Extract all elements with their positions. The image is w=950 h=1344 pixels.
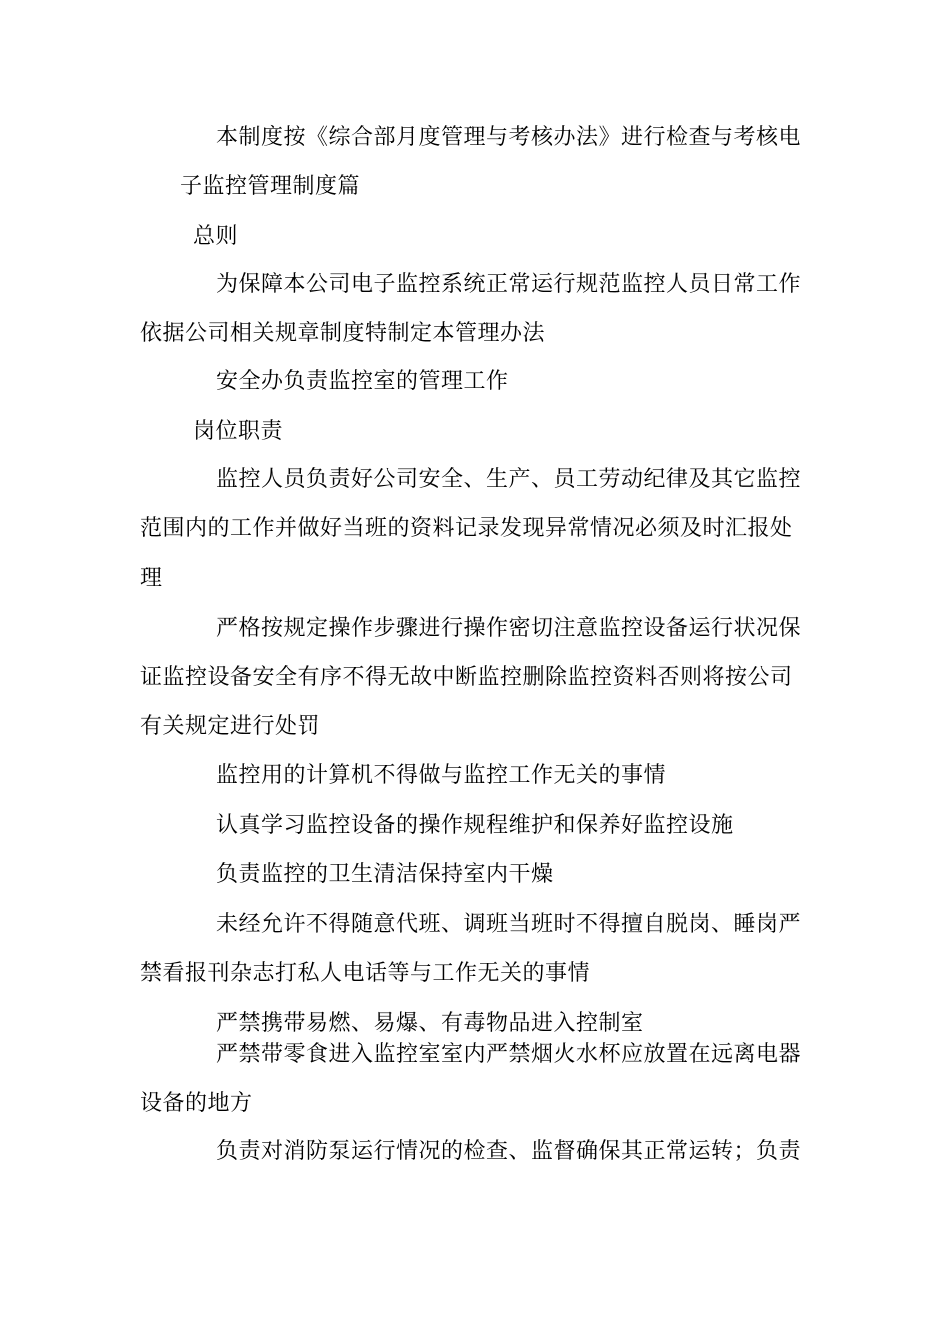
text-line: 负责对消防泵运行情况的检查、监督确保其正常运转；负责 xyxy=(216,1139,802,1164)
text-line: 负责监控的卫生清洁保持室内干燥 xyxy=(216,862,554,887)
text-line: 安全办负责监控室的管理工作 xyxy=(216,369,509,394)
section-heading: 岗位职责 xyxy=(193,419,284,444)
text-line: 理 xyxy=(140,566,163,591)
text-line: 未经允许不得随意代班、调班当班时不得擅自脱岗、睡岗严 xyxy=(216,912,802,937)
text-line: 为保障本公司电子监控系统正常运行规范监控人员日常工作 xyxy=(216,272,802,297)
text-line: 监控用的计算机不得做与监控工作无关的事情 xyxy=(216,763,667,788)
text-line: 设备的地方 xyxy=(140,1091,253,1116)
text-line: 认真学习监控设备的操作规程维护和保养好监控设施 xyxy=(216,813,734,838)
section-heading: 总则 xyxy=(193,224,239,249)
text-line: 严禁带零食进入监控室室内严禁烟火水杯应放置在远离电器 xyxy=(216,1042,802,1067)
text-line: 本制度按《综合部月度管理与考核办法》进行检查与考核电 xyxy=(216,125,802,150)
text-line: 范围内的工作并做好当班的资料记录发现异常情况必须及时汇报处 xyxy=(140,516,793,541)
text-line: 禁看报刊杂志打私人电话等与工作无关的事情 xyxy=(140,961,591,986)
text-line: 严格按规定操作步骤进行操作密切注意监控设备运行状况保 xyxy=(216,616,802,641)
text-line: 严禁携带易燃、易爆、有毒物品进入控制室 xyxy=(216,1011,644,1036)
text-line: 子监控管理制度篇 xyxy=(180,174,361,199)
text-line: 证监控设备安全有序不得无故中断监控删除监控资料否则将按公司 xyxy=(140,665,793,690)
text-line: 监控人员负责好公司安全、生产、员工劳动纪律及其它监控 xyxy=(216,467,802,492)
text-line: 依据公司相关规章制度特制定本管理办法 xyxy=(140,321,546,346)
text-line: 有关规定进行处罚 xyxy=(140,714,321,739)
